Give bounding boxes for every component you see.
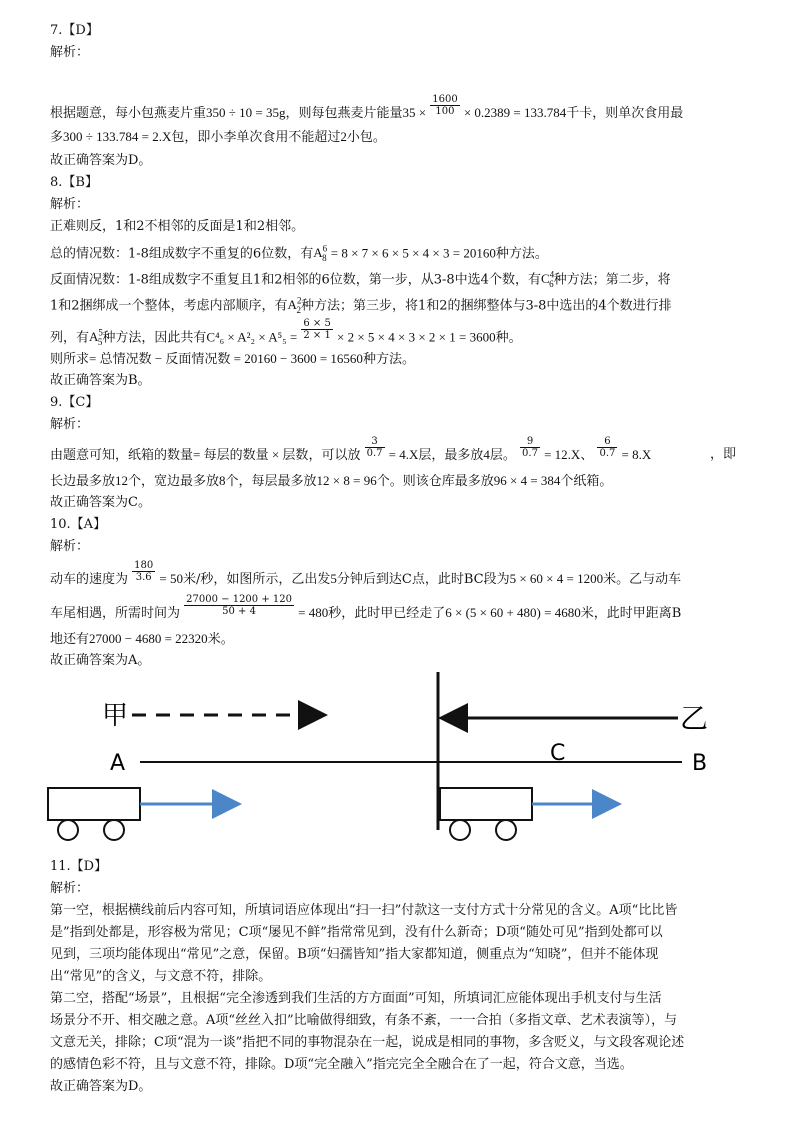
train-right-wheel-2	[496, 820, 516, 840]
q9-analysis-label: 解析：	[50, 417, 90, 432]
q11-paragraph-line: 是”指到处都是，形容极为常见；C项“屡见不鲜”指常常见到，没有什么新奇；D项“随处可见”指到处都可以	[50, 925, 663, 940]
q10-analysis-label: 解析：	[50, 539, 90, 554]
q7-analysis-label: 解析：	[50, 45, 90, 60]
q8-header: 8.【B】	[50, 175, 98, 190]
train-left-wheel-2	[104, 820, 124, 840]
q8-line-2: 总的情况数：1-8组成数字不重复的6位数，有$A^6_8 = 8 \times 7 \times 6 \times 5 \times 4 \times 3 = 20160$种方法。	[50, 244, 548, 263]
label-a: A	[110, 751, 126, 776]
label-b: B	[692, 751, 708, 776]
q11-analysis-label: 解析：	[50, 881, 90, 896]
q11-paragraph-line: 的感情色彩不符，且与文意不符，排除。D项“完全融入”指完完全全融合在了一起，符合文意，当选。	[50, 1057, 633, 1072]
q7-header: 7.【D】	[50, 23, 99, 38]
q10-answer: 故正确答案为A。	[50, 653, 151, 668]
q7-answer: 故正确答案为D。	[50, 153, 152, 168]
q11-paragraph-line: 文意无关，排除；C项“混为一谈”指把不同的事物混杂在一起，说成是相同的事物，多含贬义，与文段客观论述	[50, 1035, 685, 1050]
train-right-body	[440, 788, 532, 820]
q7-line-2: 多300 ÷ 133.784 = 2.X包，即小李单次食用不能超过2小包。	[50, 129, 386, 145]
q10-line-1: 动车的速度为 $\frac{180}{3.6}$ = 50米/秒，如图所示，乙出发5分钟后到达C点，此时BC段为5 × 60 × 4 = 1200米。乙与动车	[50, 560, 682, 587]
q11-paragraph-line: 场景分不开、相交融之意。A项“丝丝入扣”比喻做得细致，有条不紊，一一合拍（多指文章、艺术表演等），与	[50, 1013, 678, 1028]
q7-text: 根据题意，每小包燕麦片重	[50, 106, 207, 121]
q8-answer: 故正确答案为B。	[50, 373, 151, 388]
q8-line-1: 正难则反，1和2不相邻的反面是1和2相邻。	[50, 219, 305, 234]
q9-header: 9.【C】	[50, 395, 99, 410]
q11-paragraph-line: 出“常见”的含义，与文意不符，排除。	[50, 969, 272, 984]
q11-header: 11.【D】	[50, 859, 108, 874]
q11-paragraph-line: 见到，三项均能体现出“常见”之意，保留。B项“妇孺皆知”指大家都知道，侧重点为“知晓”，但并不能体现	[50, 947, 659, 962]
q10-line-3: 地还有27000 − 4680 = 22320米。	[50, 631, 234, 647]
q11-paragraph-line: 第二空，搭配“场景”，且根据“完全渗透到我们生活的方方面面”可知，所填词汇应能体现出手机支付与生活	[50, 991, 662, 1006]
train-right-wheel-1	[450, 820, 470, 840]
q7-formula: × 0.2389 = 133.784	[463, 105, 567, 120]
q8-line-5: 列，有$A^5_5$种方法，因此共有C⁴₆ × A²₂ × A⁵₅ = $\frac{6 \times 5}{2 \times 1}$ × 2 × 5 × 4 × 3 × 2 × 1 = 3600种。	[50, 318, 522, 347]
q8-line-3: 反面情况数：1-8组成数字不重复且1和2相邻的6位数，第一步，从3-8中选4个数，有$C^4_6$种方法；第二步，将	[50, 270, 671, 289]
q8-line-4: 1和2捆绑成一个整体，考虑内部顺序，有$A^2_2$种方法；第三步，将1和2的捆绑整体与3-8中选出的4个数进行排	[50, 296, 672, 315]
q7-formula: 350 ÷ 10 = 35g	[206, 105, 286, 120]
q8-line-6: 则所求= 总情况数 − 反面情况数 = 20160 − 3600 = 16560种方法。	[50, 351, 415, 367]
q7-text: 千卡，则单次食用最	[566, 106, 684, 121]
q7-text: ，则每包燕麦片能量	[285, 106, 403, 121]
q11-paragraph-line: 第一空，根据横线前后内容可知，所填词语应体现出“扫一扫”付款这一支付方式十分常见的含义。A项“比比皆	[50, 903, 678, 918]
q10-header: 10.【A】	[50, 517, 107, 532]
q11-answer: 故正确答案为D。	[50, 1079, 152, 1094]
label-yi: 乙	[680, 702, 709, 735]
q9-line-2: 长边最多放12个，宽边最多放8个，每层最多放12 × 8 = 96个。则该仓库最多放96 × 4 = 384个纸箱。	[50, 473, 613, 489]
q7-line-1	[50, 94, 684, 123]
train-left-wheel-1	[58, 820, 78, 840]
q8-analysis-label: 解析：	[50, 197, 90, 212]
train-left-body	[48, 788, 140, 820]
q7-formula: 35 ×	[402, 105, 427, 120]
q9-answer: 故正确答案为C。	[50, 495, 151, 510]
q8-fraction: $\frac{6 \times 5}{2 \times 1}$	[303, 318, 331, 342]
label-jia: 甲	[102, 701, 129, 731]
train-diagram	[40, 668, 760, 850]
label-c: C	[550, 741, 566, 766]
q7-fraction: $\frac{1600}{100}$	[432, 94, 458, 117]
q9-line-1: 由题意可知，纸箱的数量= 每层的数量 × 层数，可以放 $\frac{3}{0.7}$ = 4.X层，最多放4层。 $\frac{9}{0.7}$ = 12.X、 $\frac{6}{0.7}$ = 8.X ，即	[50, 436, 737, 463]
q10-line-2: 车尾相遇，所需时间为 $\frac{27000 - 1200 + 120}{50 + 4}$ = 480秒，此时甲已经走了6 × (5 × 60 + 480) = 4680米，此时甲距离B	[50, 594, 682, 621]
